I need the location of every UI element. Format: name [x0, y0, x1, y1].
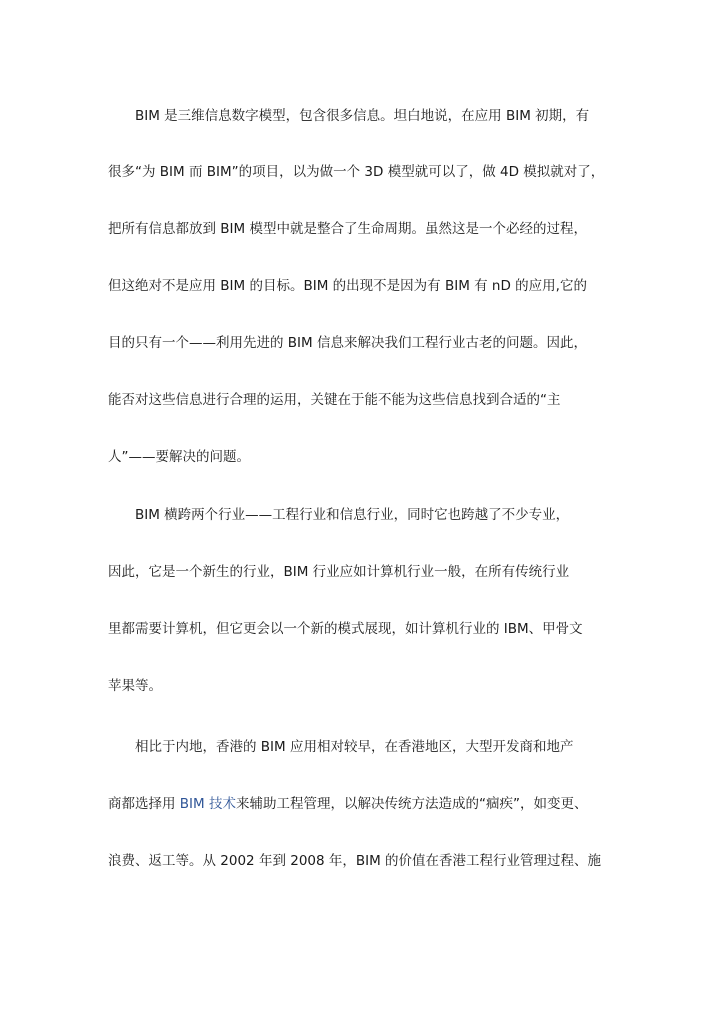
text-line: 浪费、返工等。从 2002 年到 2008 年，BIM 的价值在香港工程行业管理过程、施 — [108, 853, 602, 869]
text-line: 把所有信息都放到 BIM 模型中就是整合了生命周期。虽然这是一个必经的过程， — [108, 221, 587, 237]
text-line: BIM 横跨两个行业——工程行业和信息行业，同时它也跨越了不少专业， — [135, 507, 570, 523]
text-segment: 商都选择用 — [108, 796, 180, 812]
text-line: 里都需要计算机，但它更会以一个新的模式展现，如计算机行业的 IBM、甲骨文 — [108, 621, 583, 637]
text-line: 人”——要解决的问题。 — [108, 449, 250, 465]
text-line: 相比于内地，香港的 BIM 应用相对较早，在香港地区，大型开发商和地产 — [135, 739, 574, 755]
text-line — [108, 794, 620, 814]
text-line: 苹果等。 — [108, 678, 162, 694]
text-segment: 来辅助工程管理，以解决传统方法造成的“痼疾”，如变更、 — [235, 796, 588, 812]
text-line: 目的只有一个——利用先进的 BIM 信息来解决我们工程行业古老的问题。因此， — [108, 335, 587, 351]
text-line: 因此，它是一个新生的行业，BIM 行业应如计算机行业一般，在所有传统行业 — [108, 564, 570, 580]
text-line: BIM 是三维信息数字模型，包含很多信息。坦白地说，在应用 BIM 初期，有 — [135, 108, 590, 124]
text-line: 但这绝对不是应用 BIM 的目标。BIM 的出现不是因为有 BIM 有 nD 的应用,它的 — [108, 278, 587, 294]
text-line: 能否对这些信息进行合理的运用，关键在于能不能为这些信息找到合适的“主 — [108, 392, 561, 408]
bim-technology-link[interactable]: BIM 技术 — [179, 796, 236, 812]
text-line: 很多“为 BIM 而 BIM”的项目，以为做一个 3D 模型就可以了，做 4D 模拟就对了， — [108, 164, 605, 180]
